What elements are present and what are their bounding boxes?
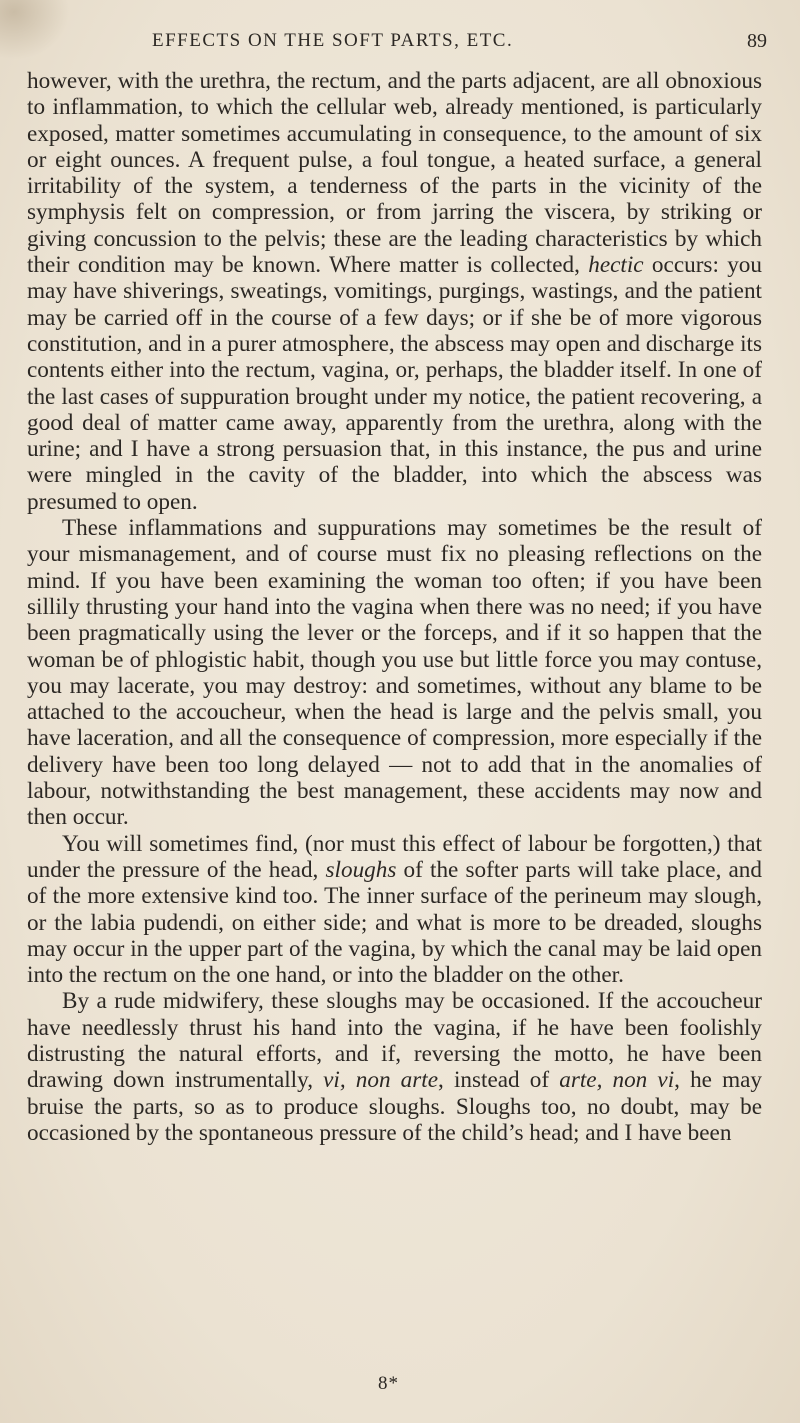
running-title: EFFECTS ON THE SOFT PARTS, ETC. [152, 30, 514, 51]
body-text [27, 68, 762, 1146]
paragraph-4: By a rude midwifery, these sloughs may be occasioned. If the accoucheur have needlessly thrust his hand into the vagina, if he have been foolishly distrusting the natural efforts, and if, reversing the motto, he have been drawing down instrumentally, vi, non arte, instead of arte, non vi, he may bruise the parts, so as to produce sloughs. Sloughs too, no doubt, may be occasioned by the spontaneous pressure of the child’s head; and I have been [27, 988, 762, 1146]
paragraph-1: however, with the urethra, the rectum, and the parts adjacent, are all obnoxious to inflammation, to which the cellular web, already mentioned, is particularly exposed, matter sometimes accumulating in consequence, to the amount of six or eight ounces. A frequent pulse, a foul tongue, a heated surface, a general irritability of the system, a tenderness of the parts in the vicinity of the symphysis felt on compression, or from jarring the viscera, by striking or giving concussion to the pelvis; these are the leading characteristics by which their condition may be known. Where matter is collected, hectic occurs: you may have shiverings, sweatings, vomitings, purgings, wastings, and the patient may be carried off in the course of a few days; or if she be of more vigorous constitution, and in a purer atmosphere, the abscess may open and discharge its contents either into the rectum, vagina, or, perhaps, the bladder itself. In one of the last cases of suppuration brought under my notice, the patient recovering, a good deal of matter came away, apparently from the urethra, along with the urine; and I have a strong persuasion that, in this instance, the pus and urine were mingled in the cavity of the bladder, into which the abscess was presumed to open. [27, 68, 762, 515]
paragraph-2: These inflammations and suppurations may sometimes be the result of your mismanagement, and of course must fix no pleasing reflections on the mind. If you have been examining the woman too often; if you have been sillily thrusting your hand into the vagina when there was no need; if you have been pragmatically using the lever or the forceps, and if it so happen that the woman be of phlogistic habit, though you use but little force you may contuse, you may lacerate, you may destroy: and sometimes, without any blame to be attached to the accoucheur, when the head is large and the pelvis small, you have laceration, and all the consequence of compression, more especially if the delivery have been too long delayed — not to add that in the anomalies of labour, notwithstanding the best management, these accidents may now and then occur. [27, 515, 762, 831]
signature-mark: 8* [378, 1373, 399, 1394]
page-number: 89 [747, 30, 767, 52]
running-header [152, 30, 767, 54]
page-stain [0, 0, 70, 60]
paragraph-3: You will sometimes find, (nor must this effect of labour be forgotten,) that under the pressure of the head, sloughs of the softer parts will take place, and of the more extensive kind too. The inner surface of the perineum may slough, or the labia pudendi, on either side; and what is more to be dreaded, sloughs may occur in the upper part of the vagina, by which the canal may be laid open into the rectum on the one hand, or into the bladder on the other. [27, 830, 762, 989]
